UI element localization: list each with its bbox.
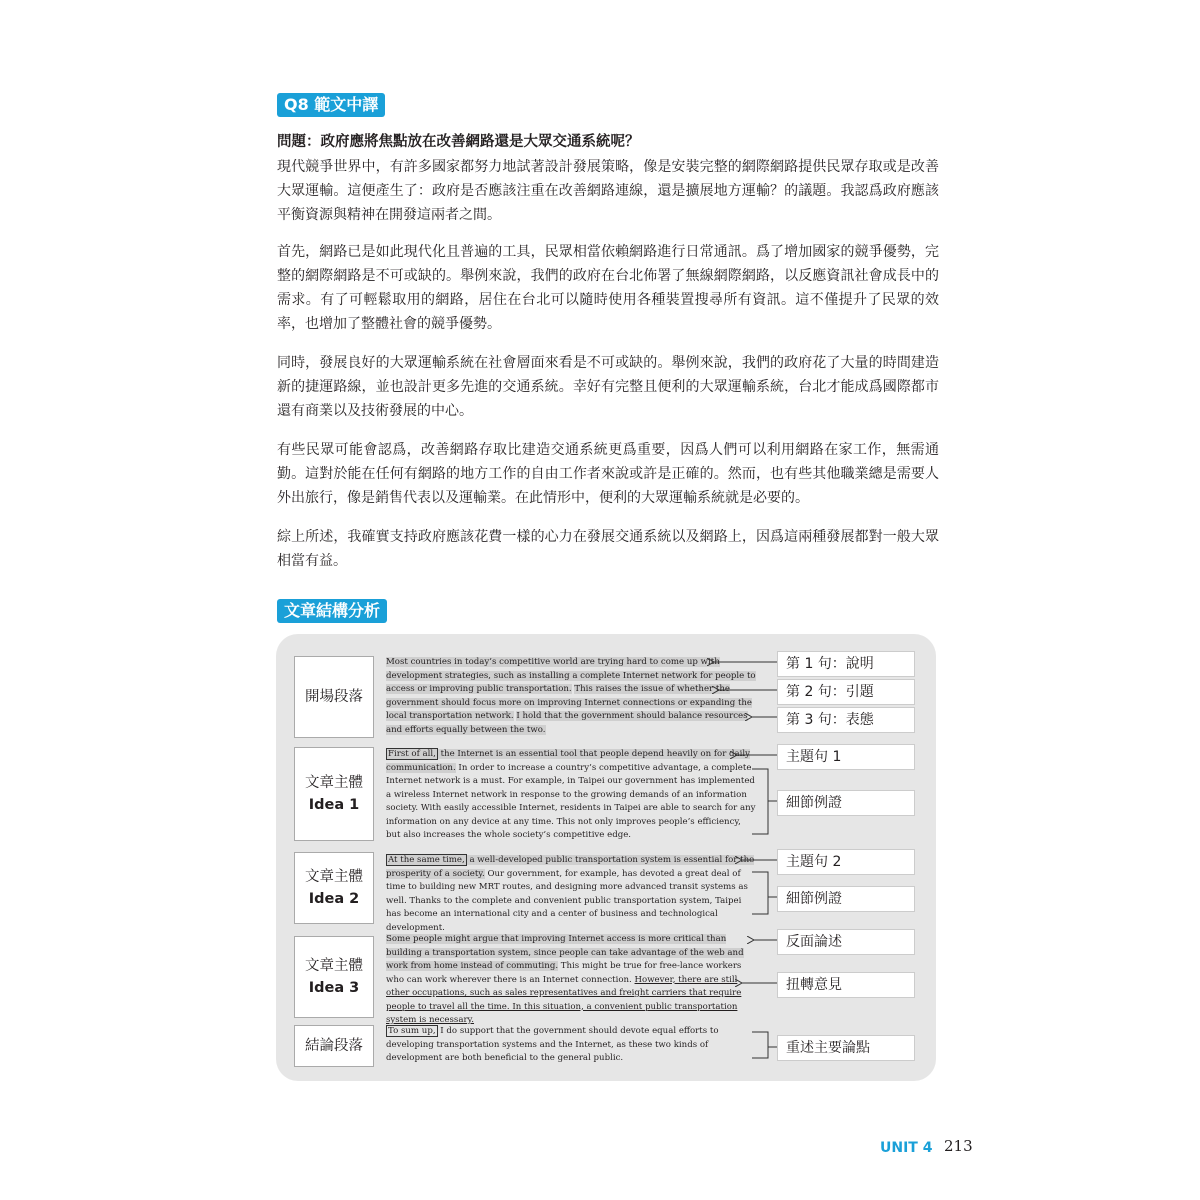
label-body-zh: 文章主體 <box>305 958 363 974</box>
page-number: 213 <box>944 1137 973 1155</box>
callout-topic2: 主題句 2 <box>777 849 915 875</box>
idea2-topic: a well-developed public transportation system is essential for the prosperity of a society. <box>386 855 755 879</box>
idea3-counter: Some people might argue that improving Internet access is more critical than building a transportation system, since people can take advantage of the web and work from home instead of commuting. <box>386 934 744 971</box>
bracket-restate <box>752 1032 777 1058</box>
label-idea3-en: Idea 3 <box>308 980 360 996</box>
paragraph-4: 有些民眾可能會認爲，改善網路存取比建造交通系統更爲重要，因爲人們可以利用網路在家工作，無需通勤。這對於能在任何有網路的地方工作的自由工作者來說或許是正確的。然而，也有些其他職業總是需要人外出旅行，像是銷售代表以及運輸業。在此情形中，便利的大眾運輸系統就是必要的。 <box>277 442 939 506</box>
conclusion-marker: To sum up, <box>388 1026 436 1036</box>
paragraph-2: 首先，網路已是如此現代化且普遍的工具，民眾相當依賴網路進行日常通訊。爲了增加國家的競爭優勢，完整的網際網路是不可或缺的。舉例來說，我們的政府在台北佈署了無線網際網路，以反應資訊社會成長中的需求。有了可輕鬆取用的網路，居住在台北可以隨時使用各種裝置搜尋所有資訊。這不僅提升了民眾的效率，也增加了整體社會的競爭優勢。 <box>277 244 939 332</box>
paragraph-3: 同時，發展良好的大眾運輸系統在社會層面來看是不可或缺的。舉例來說，我們的政府花了大量的時間建造新的捷運路線，並也設計更多先進的交通系統。幸好有完整且便利的大眾運輸系統，台北才能成爲國際都市還有商業以及技術發展的中心。 <box>277 355 939 419</box>
label-idea1-en: Idea 1 <box>308 797 360 813</box>
paragraph-1: 現代競爭世界中，有許多國家都努力地試著設計發展策略，像是安裝完整的網際網路提供民眾存取或是改善大眾運輸。這便產生了：政府是否應該注重在改善網路連線，還是擴展地方運輸？的議題。我認爲政府應該平衡資源與精神在開發這兩者之間。 <box>277 159 939 223</box>
intro-sentence-1: Most countries in today’s competitive world are trying hard to come up with development strategies, such as installing a complete Internet network for people to access or improving public transportation. <box>386 657 756 694</box>
label-body-zh: 文章主體 <box>305 775 363 791</box>
label-body-zh: 文章主體 <box>305 869 363 885</box>
callout-counter: 反面論述 <box>777 929 915 955</box>
paragraph-5: 綜上所述，我確實支持政府應該花費一樣的心力在發展交通系統以及網路上，因爲這兩種發展都對一般大眾相當有益。 <box>277 529 939 569</box>
idea2-marker: At the same time, <box>388 855 465 865</box>
structure-tag: 文章結構分析 <box>277 599 387 623</box>
label-idea2-en: Idea 2 <box>308 891 360 907</box>
label-intro-text: 開場段落 <box>305 689 363 705</box>
question-heading: 問題：政府應將焦點放在改善網路還是大眾交通系統呢？ <box>277 134 640 150</box>
idea1-marker: First of all, <box>388 749 436 759</box>
callout-detail2: 細節例證 <box>777 886 915 912</box>
intro-sentence-2: This raises the issue of whether the government should focus more on improving Internet connections or expanding the local transportation network. <box>386 684 753 721</box>
idea2-detail: Our government, for example, has devoted a great deal of time to building new MRT routes, and designing more advanced transit systems as well. Thanks to the complete and convenient public transportation system, Taipei has become an international city and a center of business and technological development. <box>386 868 748 933</box>
bracket-detail2 <box>752 872 777 914</box>
callout-topic1: 主題句 1 <box>777 744 915 770</box>
callout-s2: 第 2 句：引題 <box>777 679 915 705</box>
idea3-mid: This might be true for free-lance workers who can work wherever there is an Internet connection. <box>386 961 742 985</box>
label-conclusion-text: 結論段落 <box>305 1038 363 1054</box>
callout-detail1: 細節例證 <box>777 790 915 816</box>
footer-unit: UNIT 4 <box>880 1140 933 1156</box>
bracket-detail1 <box>752 769 777 834</box>
idea1-detail: In order to increase a country’s competitive advantage, a complete Internet network is a must. For example, in Taipei our government has implemented a wireless Internet network in response to the growing demands of an information society. With easily accessible Internet, residents in Taipei are able to search for any information on any device at any time. This not only improves people’s efficiency, but also increases the whole society’s competitive edge. <box>386 762 756 840</box>
conclusion-rest: I do support that the government should devote equal efforts to developing transportation systems and the Internet, as these two kinds of development are both beneficial to the general public. <box>386 1026 719 1063</box>
idea3-turn: However, there are still other occupations, such as sales representatives and freight carriers that require people to travel all the time. In this situation, a convenient public transportation system is necessary. <box>386 974 742 1025</box>
section-tag: Q8 範文中譯 <box>277 93 385 117</box>
intro-sentence-3: I hold that the government should balance resources and efforts equally between the two. <box>386 711 748 735</box>
callout-turn: 扭轉意見 <box>777 972 915 998</box>
callout-s3: 第 3 句：表態 <box>777 707 915 733</box>
callout-restate: 重述主要論點 <box>777 1035 915 1061</box>
idea1-topic: the Internet is an essential tool that people depend heavily on for daily communication. <box>386 749 751 773</box>
callout-s1: 第 1 句：說明 <box>777 651 915 677</box>
